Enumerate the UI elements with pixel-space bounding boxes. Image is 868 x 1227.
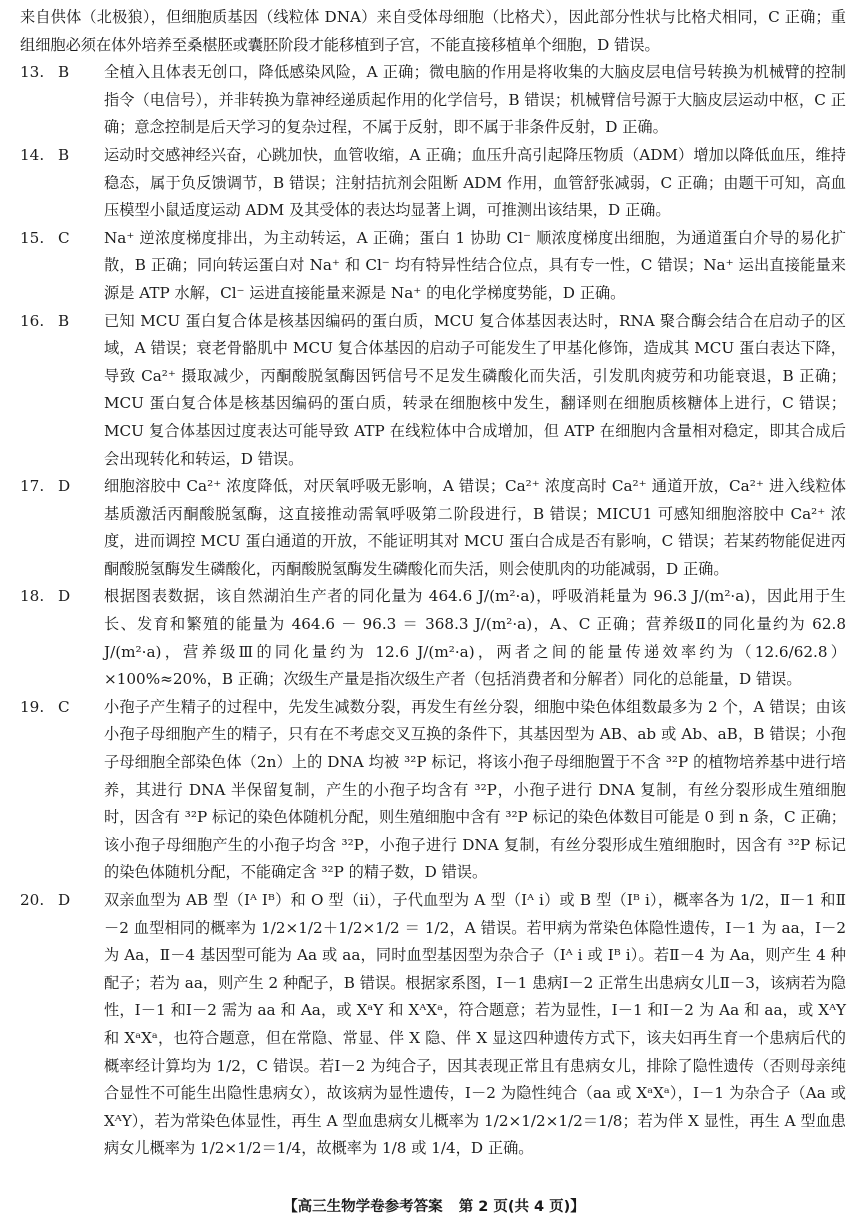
page-footer xyxy=(0,1194,868,1222)
answer-explanation: 运动时交感神经兴奋，心跳加快，血管收缩，A 正确；血压升高引起降压物质（ADM）增加以降低血压，维持稳态，属于负反馈调节，B 错误；注射拮抗剂会阻断 ADM 作用，血管舒张减弱，C 正确；由题干可知，高血压模型小鼠适度运动 ADM 及其受体的表达均显著上调，可推测出该结果，D 正确。 xyxy=(104,145,846,220)
answer-letter: D xyxy=(58,587,71,606)
answer-explanation: 全植入且体表无创口，降低感染风险，A 正确；微电脑的作用是将收集的大脑皮层电信号转换为机械臂的控制指令（电信号），并非转换为靠神经递质起作用的化学信号，B 错误；机械臂信号源于大脑皮层运动中枢，C 正确；意念控制是后天学习的复杂过程，不属于反射，即不属于非条件反射，D 正确。 xyxy=(104,63,846,137)
answer-letter: C xyxy=(58,228,70,247)
answer-explanation: 已知 MCU 蛋白复合体是核基因编码的蛋白质，MCU 复合体基因表达时，RNA 聚合酶会结合在启动子的区域，A 错误；衰老骨骼肌中 MCU 复合体基因的启动子可能发生了甲基化修饰，造成其 MCU 蛋白表达下降，导致 Ca²⁺ 摄取减少，丙酮酸脱氢酶因钙信号不足发生磷酸化而失活，引发肌肉疲劳和功能衰退，B 正确；MCU 蛋白复合体是核基因编码的蛋白质，转录在细胞核中发生，翻译则在细胞质核糖体上进行，C 错误；MCU 复合体基因过度表达可能导致 ATP 在线粒体中合成增加，但 ATP 在细胞内含量相对稳定，即其合成后会出现转化和转运，D 错误。 xyxy=(104,311,846,468)
answer-explanation: 双亲血型为 AB 型（Iᴬ Iᴮ）和 O 型（ii），子代血型为 A 型（Iᴬ i）或 B 型（Iᴮ i），概率各为 1/2，Ⅱ－1 和Ⅱ－2 血型相同的概率为 1/2×1/2＋1/2×1/2 ＝ 1/2，A 错误。若甲病为常染色体隐性遗传，Ⅰ－1 为 aa，Ⅰ－2 为 Aa，Ⅱ－4 基因型可能为 Aa 或 aa，同时血型基因型为杂合子（Iᴬ i 或 Iᴮ i）。若Ⅱ－4 为 Aa，则产生 4 种配子；若为 aa，则产生 2 种配子，B 错误。根据家系图，Ⅰ－1 患病Ⅰ－2 正常生出患病女儿Ⅱ－3，该病若为隐性，Ⅰ－1 和Ⅰ－2 需为 aa 和 Aa，或 XᵃY 和 XᴬXᵃ，符合题意；若为显性，Ⅰ－1 和Ⅰ－2 为 Aa 和 aa，或 XᴬY 和 XᵃXᵃ，也符合题意，但在常隐、常显、伴 X 隐、伴 X 显这四种遗传方式下，该夫妇再生育一个患病后代的概率经计算均为 1/2，C 错误。若Ⅰ－2 为纯合子，因其表现正常且有患病女儿，排除了隐性遗传（否则母亲纯合显性不可能生出隐性患病女），故该病为显性遗传，Ⅰ－2 为隐性纯合（aa 或 XᵃXᵃ），Ⅰ－1 为杂合子（Aa 或 XᴬY），若为常染色体显性，再生 A 型血患病女儿概率为 1/2×1/2×1/2＝1/8；若为伴 X 显性，再生 A 型血患病女儿概率为 1/2×1/2＝1/4，故概率为 1/8 或 1/4，D 正确。 xyxy=(104,891,846,1158)
question-number: 18. xyxy=(20,587,45,606)
answer-item-17 xyxy=(20,473,846,583)
question-number: 17. xyxy=(20,477,45,496)
question-number: 14. xyxy=(20,145,45,164)
answer-item-15 xyxy=(20,225,846,308)
answer-letter: B xyxy=(58,63,70,82)
answer-item-13 xyxy=(20,59,846,142)
answer-explanation: 小孢子产生精子的过程中，先发生减数分裂，再发生有丝分裂，细胞中染色体组数最多为 2 个，A 错误；由该小孢子母细胞产生的精子，只有在不考虑交叉互换的条件下，其基因型为 AB、ab 或 Ab、aB，B 错误；小孢子母细胞全部染色体（2n）上的 DNA 均被 ³²P 标记，将该小孢子母细胞置于不含 ³²P 的植物培养基中进行培养，其进行 DNA 半保留复制，产生的小孢子均含有 ³²P，小孢子进行 DNA 复制，有丝分裂形成生殖细胞时，因含有 ³²P 标记的染色体随机分配，则生殖细胞中含有 ³²P 标记的染色体数目可能是 0 到 n 条，C 正确；该小孢子母细胞产生的小孢子均含 ³²P，小孢子进行 DNA 复制，有丝分裂形成生殖细胞时，因含有 ³²P 标记的染色体随机分配，不能确定含 ³²P 的精子数，D 错误。 xyxy=(104,697,846,882)
question-number: 15. xyxy=(20,228,45,247)
intro-paragraph: 来自供体（北极狼），但细胞质基因（线粒体 DNA）来自受体母细胞（比格犬），因此部分性状与比格犬相同，C 正确；重组细胞必须在体外培养至桑椹胚或囊胚阶段才能移植到子宫，不能直接移植单个细胞，D 错误。 xyxy=(20,8,846,54)
answer-item-16 xyxy=(20,308,846,474)
answer-item-14 xyxy=(20,142,846,225)
answer-item-18 xyxy=(20,583,846,693)
question-number: 16. xyxy=(20,311,45,330)
question-number: 13. xyxy=(20,63,45,82)
footer-title: 【高三生物学卷参考答案 xyxy=(283,1199,443,1215)
answer-explanation: 细胞溶胶中 Ca²⁺ 浓度降低，对厌氧呼吸无影响，A 错误；Ca²⁺ 浓度高时 Ca²⁺ 通道开放，Ca²⁺ 进入线粒体基质激活丙酮酸脱氢酶，这直接推动需氧呼吸第二阶段进行，B 错误；MICU1 可感知细胞溶胶中 Ca²⁺ 浓度，进而调控 MCU 蛋白通道的开放，不能证明其对 MCU 蛋白合成是否有影响，C 错误；若某药物能促进丙酮酸脱氢酶发生磷酸化，丙酮酸脱氢酶发生磷酸化而失活，则会使肌肉的功能减弱，D 正确。 xyxy=(104,477,846,578)
answer-explanation: Na⁺ 逆浓度梯度排出，为主动转运，A 正确；蛋白 1 协助 Cl⁻ 顺浓度梯度出细胞，为通道蛋白介导的易化扩散，B 正确；同向转运蛋白对 Na⁺ 和 Cl⁻ 均有特异性结合位点，具有专一性，C 错误；Na⁺ 运出直接能量来源是 ATP 水解，Cl⁻ 运进直接能量来源是 Na⁺ 的电化学梯度势能，D 正确。 xyxy=(104,228,846,302)
answer-letter: B xyxy=(58,145,70,164)
answer-item-19 xyxy=(20,694,846,887)
answer-item-20 xyxy=(20,887,846,1163)
answer-explanation: 根据图表数据，该自然湖泊生产者的同化量为 464.6 J/(m²·a)，呼吸消耗量为 96.3 J/(m²·a)，因此用于生长、发育和繁殖的能量为 464.6 － 96.3 ＝ 368.3 J/(m²·a)，A、C 正确；营养级Ⅱ的同化量约为 62.8 J/(m²·a)，营养级Ⅲ的同化量约为 12.6 J/(m²·a)，两者之间的能量传递效率约为（12.6/62.8）×100%≈20%，B 正确；次级生产量是指次级生产者（包括消费者和分解者）同化的总能量，D 错误。 xyxy=(104,587,846,689)
answer-letter: B xyxy=(58,311,70,330)
answer-letter: C xyxy=(58,697,70,716)
question-number: 19. xyxy=(20,697,45,716)
footer-page-number: 第 2 页(共 4 页)】 xyxy=(458,1199,585,1215)
answer-letter: D xyxy=(58,891,71,909)
answer-letter: D xyxy=(58,477,71,496)
question-number: 20. xyxy=(20,891,45,909)
